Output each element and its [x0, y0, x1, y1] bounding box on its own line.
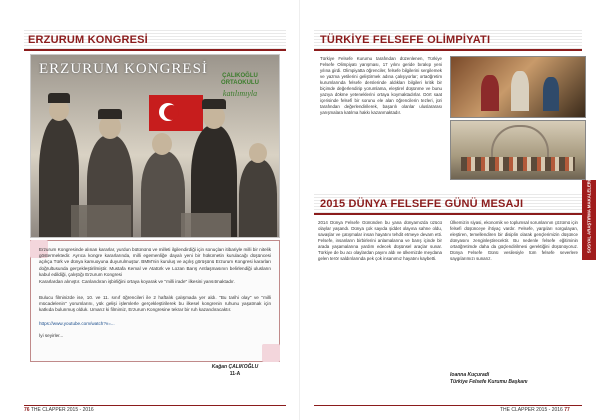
footer: [500, 407, 570, 417]
footer: [24, 407, 94, 417]
title-underline: [314, 49, 582, 51]
page-number: 76: [24, 407, 30, 413]
photo-collage: [30, 54, 280, 238]
painting-image: [450, 56, 586, 118]
article-paragraph: Erzurum Kongresinde alınan kararlar, yurdun bütününü ve milleti ilgilendirdiği için sonuçları itibariyle milli bir nitelik göstermektedir. Ayrıca kongre kararlarında, milli egemenliğe dayalı yeni bir hükümetin kurulacağı düşüncesi açıkça Türk ve dünya kamuoyuna duyurulmuştur. BMM'nin kuruluş ve açılış görüşünü Erzurum Kongresi kararları doğrultusunda gerçekleştirilmiştir. Mustafa Kemal ve Atatürk ve Lozan Barış Antlaşmasının belirlendiği ulusların kabul edildiği, çalıştığı Erzurum Kongresi: [39, 247, 271, 277]
article-paragraph: Bulucu filminizde ise, 10. ve 11. sınıf öğrencileri ile 2 haftalık çalışmada yer aldı. ''Bu tarihi olay'' ve ''milli mücadelenin'' yorumlarını, yük gelişi işlemlerle gerçekleştirilerek bu ilkesel kongrenin ruhunu yaşatmak için katkıda bulunmuş olduk. Umarız ki filmimiz, Erzurum Kongresine tekrar bir ruh kazandıracaktır.: [39, 295, 271, 313]
article-box: [30, 240, 280, 362]
right-page: [300, 0, 600, 420]
article-paragraph: Kararlardan alınıştır. Canlandıran işbirliğini ortaya koyarak ve ''milli irade'' ilkesini yansıtmaktadır.: [39, 279, 235, 284]
message-column-1: 2014 Dünya Felsefe Gününden bu yana dünyamızda üzücü olaylar yaşandı. Dünya çok sayıda şiddet olayına sahne oldu, savaşlar ve çatışmalar insan hayatını tehdit etmeye devam etti. Felsefe, insanların birbirlerini anlamalarına ve barış içinde bir arada yaşamalarına yardım edecek düşünsel araçlar sunar. Türkiye de bu acı olaylardan payını aldı ve ülkemizde meydana gelen terör saldırılarında pek çok insanımız hayatını kaybetti.: [318, 220, 442, 261]
school-of-athens-image: [450, 120, 586, 180]
title-underline: [24, 49, 286, 51]
person-figure: [239, 159, 277, 237]
section-title: 2015 DÜNYA FELSEFE GÜNÜ MESAJI: [320, 198, 524, 210]
author-name: Kağan ÇALIKOĞLU: [211, 364, 259, 370]
footer-year: 2015 - 2016: [67, 407, 94, 413]
author-class: 11-A: [229, 371, 241, 377]
closing-name: Ioanna Kuçuradi: [450, 372, 490, 378]
olympiad-text: Türkiye Felsefe Kurumu tarafından düzenlenen, Türkiye Felsefe Olimpiyatı yarışması, 17 yılını geride bırakıp yeni yılına girdi. Olimpiyatta öğrenciler, felsefe bilgilerini sergilemek ve yazma yetilerini geliştirmek adına çalışıyorlar; ortaöğretim kurumlarında felsefe derslerinde aldıkları bilgileri kritik bir biçimde değerlendirip yorumlama, eleştirel düşünme ve bunu yazıya dökme yeteneklerini ortaya koymaktadırlar. Dört saat içerisinde felsefi bir sorunu ele alan öğrencilerin tezleri, jüri tarafından değerlendirilerek, başarılı olanlar uluslararası yarışmalara katılma hakkı kazanmaktadır.: [320, 56, 442, 115]
video-link[interactable]: https://www.youtube.com/watch?v=...: [39, 321, 115, 326]
footer-brand: THE CLAPPER: [30, 407, 66, 413]
title-underline: [314, 213, 582, 215]
section-title: TÜRKİYE FELSEFE OLİMPİYATI: [320, 34, 491, 46]
side-tab-label: SOSYAL ARAŞTIRMA MAKALELERİ: [586, 179, 592, 254]
side-tab: [582, 180, 596, 260]
page-number: 77: [564, 407, 570, 413]
page-title: ERZURUM KONGRESİ: [28, 34, 148, 46]
footer-year: 2015 - 2016: [536, 407, 563, 413]
closing-org: Türkiye Felsefe Kurumu Başkanı: [450, 379, 528, 385]
closing-text: İyi seyirler...: [39, 333, 64, 338]
person-figure: [141, 151, 185, 237]
collage-title: ERZURUM KONGRESİ: [39, 61, 208, 77]
message-column-2: Ülkemizin siyasi, ekonomik ve toplumsal sorunlarının çözümü için felsefi düşünceye ihtiyaç vardır. Felsefe, yargıları sorgulayan, eleştiren, temellendiren bir disiplin olarak gençlerimizin düşünce dünyasını zenginleştirecektir. Bu nedenle felsefe eğitiminin ortaöğretimde daha da güçlendirilmesi gerektiğini düşünüyoruz. Dünya Felsefe Günü vesilesiyle tüm felsefe severlere saygılarımızı sunarız.: [450, 220, 578, 261]
footer-brand: THE CLAPPER: [500, 407, 535, 413]
school-title: ÇALIKOĞLU ORTAOKULU: [221, 73, 259, 86]
school-subtitle: katılımıyla: [222, 89, 258, 98]
